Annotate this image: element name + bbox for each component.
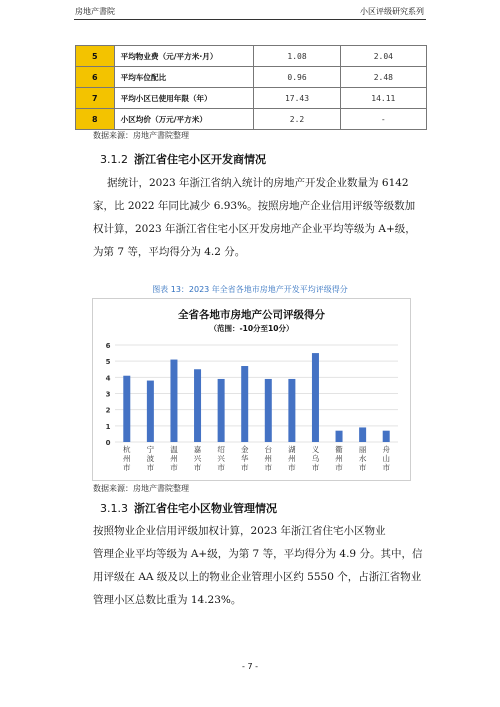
row-number: 5 bbox=[76, 46, 115, 67]
bar bbox=[218, 379, 225, 442]
bar bbox=[147, 381, 154, 442]
x-tick-label: 绍 bbox=[217, 445, 225, 454]
paragraph-line: 按照物业企业信用评级加权计算，2023 年浙江省住宅小区物业 bbox=[93, 525, 386, 537]
paragraph-line: 家，比 2022 年同比减少 6.93%。按照房地产企业信用评级等级数加 bbox=[93, 200, 416, 212]
x-tick-label: 市 bbox=[288, 463, 296, 472]
x-tick-label: 市 bbox=[311, 463, 320, 472]
paragraph-line: 权计算，2023 年浙江省住宅小区开发房地产企业平均等级为 A+级， bbox=[93, 223, 416, 235]
x-tick-label: 乌 bbox=[311, 454, 320, 463]
data-source-note: 数据来源：房地产書院整理 bbox=[93, 131, 189, 140]
x-tick-label: 丽 bbox=[358, 445, 367, 454]
bar bbox=[241, 366, 248, 442]
row-value-1: 1.08 bbox=[254, 46, 340, 67]
table-row bbox=[76, 109, 427, 130]
chart-plot-area bbox=[93, 299, 410, 480]
x-tick-label: 华 bbox=[240, 454, 249, 463]
x-tick-label: 台 bbox=[264, 445, 273, 454]
y-tick-label: 2 bbox=[105, 406, 111, 415]
row-label: 平均车位配比 bbox=[114, 67, 254, 88]
row-value-1: 0.96 bbox=[254, 67, 340, 88]
paragraph-line: 为第 7 等，平均得分为 4.2 分。 bbox=[93, 246, 246, 258]
chart-title: 全省各地市房地产公司评级得分 bbox=[178, 309, 325, 321]
x-tick-label: 宁 bbox=[146, 445, 155, 454]
row-number: 8 bbox=[76, 109, 115, 130]
x-tick-label: 州 bbox=[288, 454, 296, 463]
x-tick-label: 市 bbox=[146, 463, 155, 472]
section-title: 浙江省住宅小区物业管理情况 bbox=[134, 502, 277, 515]
x-tick-label: 市 bbox=[193, 463, 202, 472]
x-tick-label: 义 bbox=[311, 445, 320, 454]
paragraph-line: 用评级在 AA 级及以上的物业企业管理小区约 5550 个，占浙江省物业 bbox=[93, 571, 422, 583]
x-tick-label: 杭 bbox=[123, 445, 131, 454]
bar bbox=[312, 353, 319, 442]
bar bbox=[288, 379, 295, 442]
x-tick-label: 州 bbox=[264, 454, 273, 463]
chart-subtitle: （范围：-10分至10分） bbox=[209, 324, 294, 333]
bar-chart bbox=[92, 298, 411, 481]
x-tick-label: 水 bbox=[358, 454, 367, 463]
x-tick-label: 市 bbox=[264, 463, 273, 472]
x-tick-label: 市 bbox=[123, 463, 131, 472]
x-tick-label: 兴 bbox=[217, 454, 225, 463]
y-tick-label: 4 bbox=[105, 374, 111, 383]
x-tick-label: 州 bbox=[123, 454, 131, 463]
bar bbox=[170, 360, 177, 442]
page-header-right: 小区评级研究系列 bbox=[360, 7, 424, 16]
paragraph-line: 管理企业平均等级为 A+级，为第 7 等，平均得分为 4.9 分。其中，信 bbox=[93, 548, 423, 560]
row-value-2: - bbox=[340, 109, 426, 130]
x-tick-label: 市 bbox=[382, 463, 390, 472]
x-tick-label: 湖 bbox=[288, 445, 296, 454]
row-number: 6 bbox=[76, 67, 115, 88]
row-label: 平均物业费（元/平方米·月） bbox=[114, 46, 254, 67]
section-number: 3.1.3 bbox=[100, 502, 128, 515]
paragraph bbox=[93, 520, 423, 612]
page-header-left: 房地产書院 bbox=[75, 7, 115, 16]
data-source-note: 数据来源：房地产書院整理 bbox=[93, 484, 189, 493]
bar bbox=[123, 376, 130, 442]
table-row bbox=[76, 88, 427, 109]
x-tick-label: 市 bbox=[240, 463, 249, 472]
header-rule bbox=[74, 19, 426, 20]
x-tick-label: 市 bbox=[335, 463, 343, 472]
x-tick-label: 州 bbox=[335, 454, 343, 463]
paragraph bbox=[93, 172, 423, 264]
x-tick-label: 舟 bbox=[382, 445, 390, 454]
table-row bbox=[76, 67, 427, 88]
y-tick-label: 1 bbox=[105, 422, 111, 431]
bar bbox=[336, 431, 343, 442]
row-value-1: 2.2 bbox=[254, 109, 340, 130]
x-tick-label: 衢 bbox=[335, 445, 343, 454]
x-tick-label: 市 bbox=[358, 463, 367, 472]
row-value-1: 17.43 bbox=[254, 88, 340, 109]
paragraph-line: 管理小区总数比重为 14.23%。 bbox=[93, 594, 242, 606]
x-tick-label: 州 bbox=[170, 454, 178, 463]
figure-caption: 图表 13：2023 年全省各地市房地产开发平均评级得分 bbox=[152, 285, 348, 294]
row-value-2: 2.04 bbox=[340, 46, 426, 67]
row-value-2: 14.11 bbox=[340, 88, 426, 109]
row-label: 小区均价（万元/平方米） bbox=[114, 109, 254, 130]
page-number: - 7 - bbox=[242, 662, 258, 671]
bar bbox=[359, 427, 366, 442]
x-tick-label: 市 bbox=[217, 463, 225, 472]
section-title: 浙江省住宅小区开发商情况 bbox=[134, 153, 266, 166]
section-number: 3.1.2 bbox=[100, 153, 128, 166]
section-heading bbox=[100, 500, 277, 516]
x-tick-label: 兴 bbox=[193, 454, 202, 463]
y-tick-label: 0 bbox=[105, 439, 111, 447]
table-row bbox=[76, 46, 427, 67]
y-tick-label: 3 bbox=[105, 390, 111, 399]
x-tick-label: 波 bbox=[146, 454, 155, 463]
x-tick-label: 嘉 bbox=[193, 445, 202, 454]
paragraph-line: 据统计，2023 年浙江省纳入统计的房地产开发企业数量为 6142 bbox=[107, 177, 409, 189]
metrics-table bbox=[75, 45, 427, 130]
x-tick-label: 温 bbox=[170, 445, 178, 454]
row-number: 7 bbox=[76, 88, 115, 109]
x-tick-label: 金 bbox=[240, 445, 249, 454]
x-tick-label: 市 bbox=[170, 463, 178, 472]
section-heading bbox=[100, 151, 266, 167]
bar bbox=[383, 431, 390, 442]
y-tick-label: 5 bbox=[105, 358, 111, 367]
row-value-2: 2.48 bbox=[340, 67, 426, 88]
bar bbox=[194, 369, 201, 442]
row-label: 平均小区已使用年限（年） bbox=[114, 88, 254, 109]
x-tick-label: 山 bbox=[382, 454, 390, 463]
bar bbox=[265, 379, 272, 442]
y-tick-label: 6 bbox=[105, 342, 111, 350]
